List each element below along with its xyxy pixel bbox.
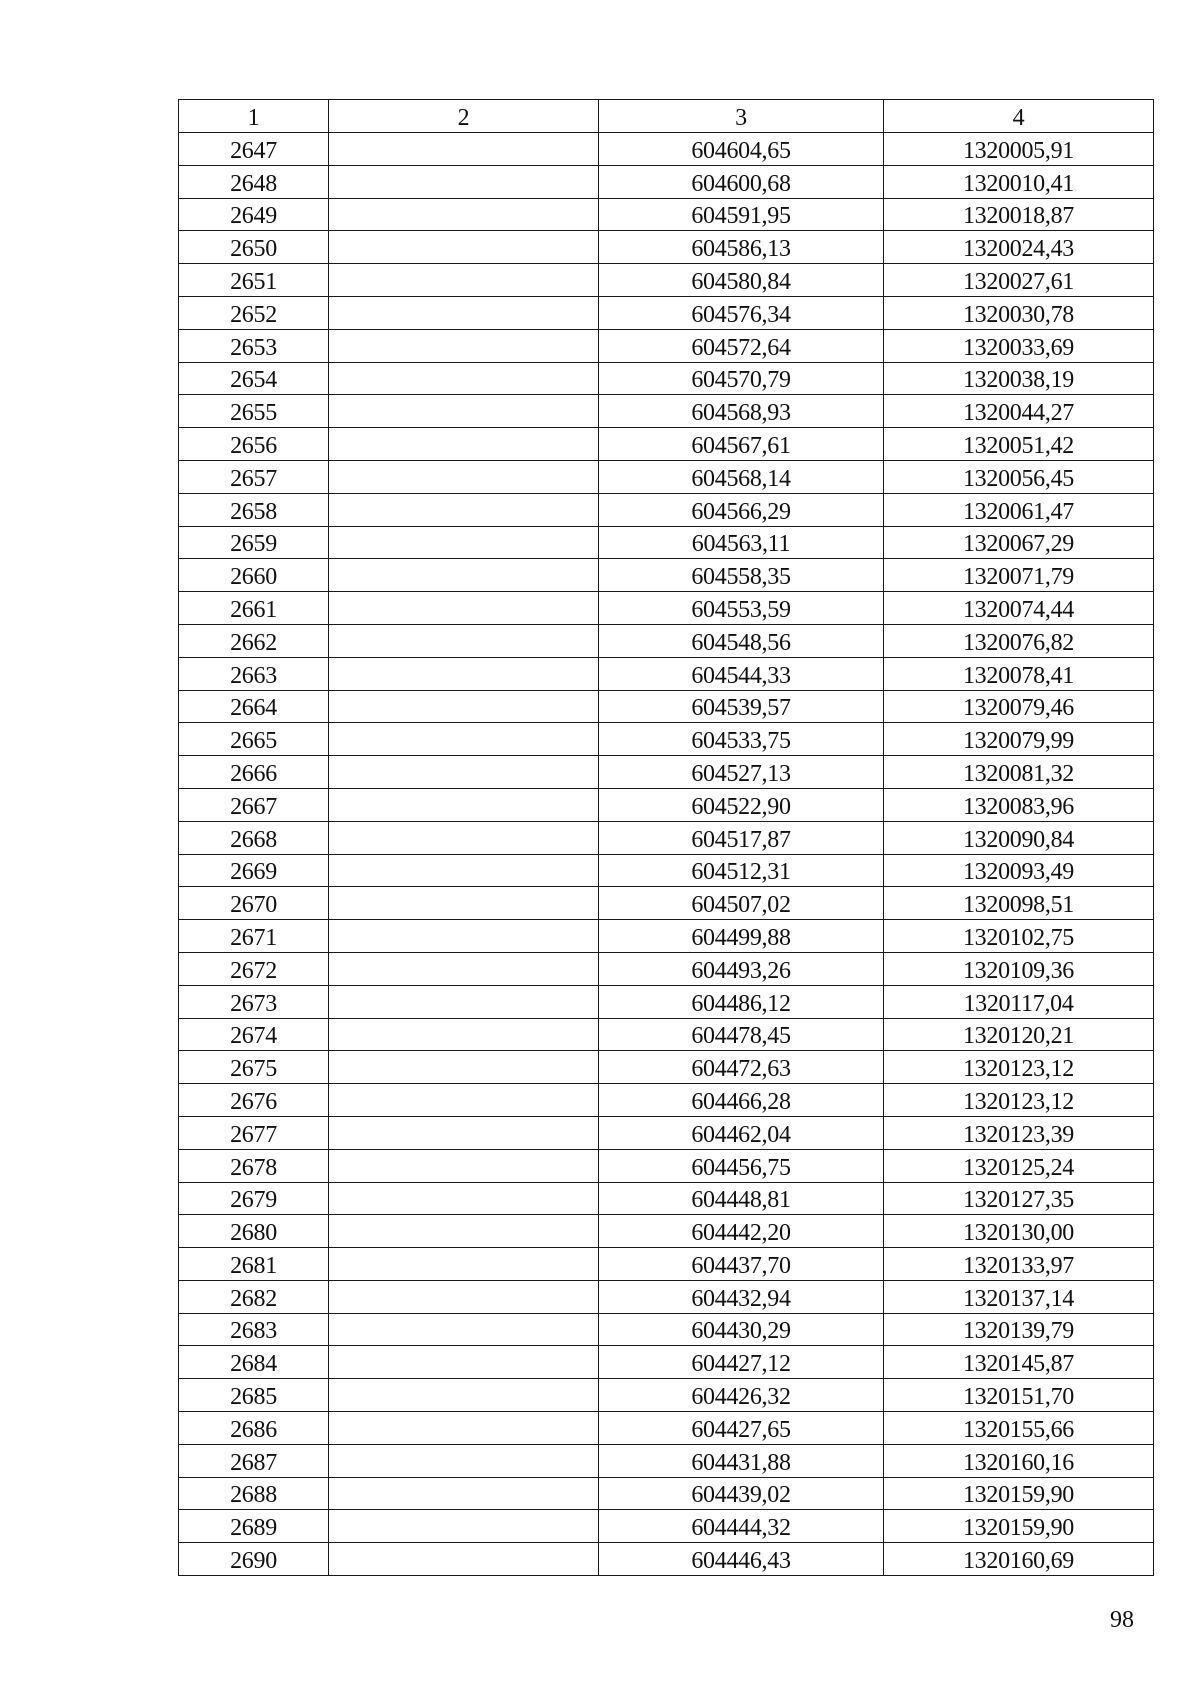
table-cell-col-1: 2654 bbox=[179, 362, 329, 395]
table-row bbox=[179, 1477, 1154, 1510]
table-cell-col-1: 2666 bbox=[179, 756, 329, 789]
table-cell-col-4: 1320093,49 bbox=[884, 854, 1154, 887]
table-cell-col-2 bbox=[329, 1313, 599, 1346]
table-cell-col-1: 2667 bbox=[179, 788, 329, 821]
table-row bbox=[179, 493, 1154, 526]
table-cell-col-1: 2650 bbox=[179, 231, 329, 264]
table-cell-col-2 bbox=[329, 460, 599, 493]
table-cell-col-3: 604448,81 bbox=[599, 1182, 884, 1215]
table-cell-col-1: 2689 bbox=[179, 1510, 329, 1543]
table-cell-col-1: 2648 bbox=[179, 165, 329, 198]
table-cell-col-1: 2652 bbox=[179, 296, 329, 329]
table-cell-col-2 bbox=[329, 1051, 599, 1084]
table-cell-col-4: 1320098,51 bbox=[884, 887, 1154, 920]
table-row bbox=[179, 1412, 1154, 1445]
table-row bbox=[179, 1116, 1154, 1149]
table-cell-col-2 bbox=[329, 952, 599, 985]
table-cell-col-3: 604568,93 bbox=[599, 395, 884, 428]
column-header-3: 3 bbox=[599, 100, 884, 133]
table-cell-col-4: 1320030,78 bbox=[884, 296, 1154, 329]
table-cell-col-2 bbox=[329, 1182, 599, 1215]
table-cell-col-4: 1320160,16 bbox=[884, 1444, 1154, 1477]
table-cell-col-4: 1320125,24 bbox=[884, 1149, 1154, 1182]
table-row bbox=[179, 952, 1154, 985]
table-cell-col-4: 1320079,46 bbox=[884, 690, 1154, 723]
table-cell-col-1: 2682 bbox=[179, 1280, 329, 1313]
table-cell-col-2 bbox=[329, 887, 599, 920]
table-cell-col-1: 2690 bbox=[179, 1543, 329, 1576]
table-cell-col-1: 2678 bbox=[179, 1149, 329, 1182]
table-cell-col-1: 2649 bbox=[179, 198, 329, 231]
table-row bbox=[179, 1018, 1154, 1051]
table-row bbox=[179, 329, 1154, 362]
table-cell-col-3: 604580,84 bbox=[599, 264, 884, 297]
table-row bbox=[179, 395, 1154, 428]
table-cell-col-1: 2665 bbox=[179, 723, 329, 756]
header-row bbox=[179, 100, 1154, 133]
table-cell-col-1: 2659 bbox=[179, 526, 329, 559]
table-cell-col-3: 604567,61 bbox=[599, 428, 884, 461]
table-cell-col-2 bbox=[329, 329, 599, 362]
table-cell-col-2 bbox=[329, 133, 599, 166]
table-cell-col-4: 1320071,79 bbox=[884, 559, 1154, 592]
table-cell-col-4: 1320076,82 bbox=[884, 624, 1154, 657]
table-row bbox=[179, 756, 1154, 789]
table-row bbox=[179, 1149, 1154, 1182]
table-row bbox=[179, 1379, 1154, 1412]
table-cell-col-1: 2670 bbox=[179, 887, 329, 920]
table-cell-col-3: 604478,45 bbox=[599, 1018, 884, 1051]
table-cell-col-2 bbox=[329, 231, 599, 264]
table-cell-col-4: 1320067,29 bbox=[884, 526, 1154, 559]
table-cell-col-1: 2653 bbox=[179, 329, 329, 362]
column-header-1: 1 bbox=[179, 100, 329, 133]
table-cell-col-3: 604558,35 bbox=[599, 559, 884, 592]
table-row bbox=[179, 788, 1154, 821]
table-cell-col-4: 1320117,04 bbox=[884, 985, 1154, 1018]
table-cell-col-3: 604446,43 bbox=[599, 1543, 884, 1576]
table-cell-col-1: 2684 bbox=[179, 1346, 329, 1379]
table-cell-col-4: 1320081,32 bbox=[884, 756, 1154, 789]
table-cell-col-4: 1320151,70 bbox=[884, 1379, 1154, 1412]
table-cell-col-1: 2687 bbox=[179, 1444, 329, 1477]
table-cell-col-3: 604430,29 bbox=[599, 1313, 884, 1346]
table-cell-col-4: 1320145,87 bbox=[884, 1346, 1154, 1379]
table-cell-col-1: 2676 bbox=[179, 1084, 329, 1117]
table-row bbox=[179, 1182, 1154, 1215]
table-cell-col-3: 604439,02 bbox=[599, 1477, 884, 1510]
table-cell-col-3: 604548,56 bbox=[599, 624, 884, 657]
table-cell-col-3: 604456,75 bbox=[599, 1149, 884, 1182]
table-row bbox=[179, 920, 1154, 953]
table-cell-col-1: 2675 bbox=[179, 1051, 329, 1084]
table-cell-col-2 bbox=[329, 296, 599, 329]
table-cell-col-4: 1320005,91 bbox=[884, 133, 1154, 166]
table-cell-col-1: 2677 bbox=[179, 1116, 329, 1149]
table-cell-col-4: 1320024,43 bbox=[884, 231, 1154, 264]
table-cell-col-3: 604544,33 bbox=[599, 657, 884, 690]
table-row bbox=[179, 723, 1154, 756]
table-cell-col-2 bbox=[329, 165, 599, 198]
page-number: 98 bbox=[1110, 1607, 1134, 1633]
column-header-4: 4 bbox=[884, 100, 1154, 133]
table-cell-col-4: 1320130,00 bbox=[884, 1215, 1154, 1248]
table-cell-col-4: 1320027,61 bbox=[884, 264, 1154, 297]
table-cell-col-1: 2686 bbox=[179, 1412, 329, 1445]
table-cell-col-4: 1320160,69 bbox=[884, 1543, 1154, 1576]
table-cell-col-3: 604426,32 bbox=[599, 1379, 884, 1412]
table-cell-col-2 bbox=[329, 1248, 599, 1281]
table-row bbox=[179, 1084, 1154, 1117]
table-cell-col-3: 604431,88 bbox=[599, 1444, 884, 1477]
table-row bbox=[179, 362, 1154, 395]
table-row bbox=[179, 1248, 1154, 1281]
table-cell-col-2 bbox=[329, 1280, 599, 1313]
table-cell-col-3: 604427,65 bbox=[599, 1412, 884, 1445]
table-cell-col-1: 2683 bbox=[179, 1313, 329, 1346]
table-cell-col-2 bbox=[329, 624, 599, 657]
table-cell-col-2 bbox=[329, 264, 599, 297]
table-cell-col-2 bbox=[329, 592, 599, 625]
table-header bbox=[179, 100, 1154, 133]
table-cell-col-1: 2660 bbox=[179, 559, 329, 592]
table-row bbox=[179, 198, 1154, 231]
table-cell-col-2 bbox=[329, 1510, 599, 1543]
table-cell-col-3: 604486,12 bbox=[599, 985, 884, 1018]
table-cell-col-1: 2672 bbox=[179, 952, 329, 985]
table-cell-col-3: 604442,20 bbox=[599, 1215, 884, 1248]
table-cell-col-4: 1320123,12 bbox=[884, 1084, 1154, 1117]
table-row bbox=[179, 559, 1154, 592]
table-cell-col-4: 1320061,47 bbox=[884, 493, 1154, 526]
table-cell-col-1: 2680 bbox=[179, 1215, 329, 1248]
table-cell-col-3: 604472,63 bbox=[599, 1051, 884, 1084]
table-cell-col-3: 604522,90 bbox=[599, 788, 884, 821]
table-row bbox=[179, 1280, 1154, 1313]
table-cell-col-1: 2647 bbox=[179, 133, 329, 166]
table-cell-col-3: 604507,02 bbox=[599, 887, 884, 920]
table-row bbox=[179, 887, 1154, 920]
table-cell-col-1: 2674 bbox=[179, 1018, 329, 1051]
table-cell-col-3: 604466,28 bbox=[599, 1084, 884, 1117]
table-row bbox=[179, 526, 1154, 559]
table-cell-col-2 bbox=[329, 428, 599, 461]
table-cell-col-2 bbox=[329, 756, 599, 789]
table-cell-col-2 bbox=[329, 854, 599, 887]
table-cell-col-2 bbox=[329, 1379, 599, 1412]
table-row bbox=[179, 1543, 1154, 1576]
table-cell-col-1: 2685 bbox=[179, 1379, 329, 1412]
table-cell-col-2 bbox=[329, 723, 599, 756]
table-cell-col-2 bbox=[329, 1116, 599, 1149]
table-cell-col-1: 2679 bbox=[179, 1182, 329, 1215]
table-row bbox=[179, 1444, 1154, 1477]
table-cell-col-3: 604444,32 bbox=[599, 1510, 884, 1543]
table-cell-col-2 bbox=[329, 1543, 599, 1576]
table-row bbox=[179, 821, 1154, 854]
table-row bbox=[179, 133, 1154, 166]
table-cell-col-4: 1320155,66 bbox=[884, 1412, 1154, 1445]
table-cell-col-4: 1320010,41 bbox=[884, 165, 1154, 198]
table-cell-col-2 bbox=[329, 788, 599, 821]
table-cell-col-2 bbox=[329, 1018, 599, 1051]
table-cell-col-3: 604600,68 bbox=[599, 165, 884, 198]
table-cell-col-3: 604432,94 bbox=[599, 1280, 884, 1313]
table-cell-col-4: 1320044,27 bbox=[884, 395, 1154, 428]
table-row bbox=[179, 1313, 1154, 1346]
table-cell-col-4: 1320137,14 bbox=[884, 1280, 1154, 1313]
table-cell-col-1: 2656 bbox=[179, 428, 329, 461]
table-row bbox=[179, 854, 1154, 887]
table-cell-col-3: 604566,29 bbox=[599, 493, 884, 526]
table-row bbox=[179, 264, 1154, 297]
table-cell-col-4: 1320123,12 bbox=[884, 1051, 1154, 1084]
table-cell-col-3: 604517,87 bbox=[599, 821, 884, 854]
table-cell-col-2 bbox=[329, 1149, 599, 1182]
table-cell-col-4: 1320123,39 bbox=[884, 1116, 1154, 1149]
table-cell-col-3: 604570,79 bbox=[599, 362, 884, 395]
table-cell-col-3: 604553,59 bbox=[599, 592, 884, 625]
table-cell-col-4: 1320051,42 bbox=[884, 428, 1154, 461]
table-cell-col-3: 604427,12 bbox=[599, 1346, 884, 1379]
table-cell-col-1: 2663 bbox=[179, 657, 329, 690]
table-cell-col-1: 2661 bbox=[179, 592, 329, 625]
table-row bbox=[179, 1051, 1154, 1084]
table-cell-col-3: 604462,04 bbox=[599, 1116, 884, 1149]
table-cell-col-4: 1320159,90 bbox=[884, 1510, 1154, 1543]
table-cell-col-4: 1320090,84 bbox=[884, 821, 1154, 854]
table-cell-col-4: 1320033,69 bbox=[884, 329, 1154, 362]
table-cell-col-3: 604568,14 bbox=[599, 460, 884, 493]
table-cell-col-3: 604499,88 bbox=[599, 920, 884, 953]
table-cell-col-4: 1320127,35 bbox=[884, 1182, 1154, 1215]
table-row bbox=[179, 1215, 1154, 1248]
table-row bbox=[179, 428, 1154, 461]
table-cell-col-2 bbox=[329, 1412, 599, 1445]
table-cell-col-1: 2651 bbox=[179, 264, 329, 297]
table-cell-col-2 bbox=[329, 985, 599, 1018]
table-cell-col-2 bbox=[329, 559, 599, 592]
table-row bbox=[179, 1510, 1154, 1543]
table-cell-col-2 bbox=[329, 1477, 599, 1510]
table-cell-col-2 bbox=[329, 395, 599, 428]
table-cell-col-2 bbox=[329, 690, 599, 723]
table-cell-col-2 bbox=[329, 526, 599, 559]
table-cell-col-3: 604539,57 bbox=[599, 690, 884, 723]
table-cell-col-4: 1320159,90 bbox=[884, 1477, 1154, 1510]
table-cell-col-3: 604591,95 bbox=[599, 198, 884, 231]
table-cell-col-4: 1320109,36 bbox=[884, 952, 1154, 985]
table-cell-col-1: 2668 bbox=[179, 821, 329, 854]
table-row bbox=[179, 1346, 1154, 1379]
table-cell-col-1: 2688 bbox=[179, 1477, 329, 1510]
table-cell-col-1: 2655 bbox=[179, 395, 329, 428]
table-cell-col-3: 604563,11 bbox=[599, 526, 884, 559]
table-row bbox=[179, 165, 1154, 198]
table-cell-col-2 bbox=[329, 1444, 599, 1477]
table-cell-col-2 bbox=[329, 821, 599, 854]
table-cell-col-2 bbox=[329, 1084, 599, 1117]
table-cell-col-3: 604586,13 bbox=[599, 231, 884, 264]
table-row bbox=[179, 296, 1154, 329]
table-row bbox=[179, 460, 1154, 493]
table-row bbox=[179, 657, 1154, 690]
table-cell-col-3: 604512,31 bbox=[599, 854, 884, 887]
table-cell-col-2 bbox=[329, 362, 599, 395]
table-cell-col-1: 2662 bbox=[179, 624, 329, 657]
table-cell-col-4: 1320079,99 bbox=[884, 723, 1154, 756]
table-cell-col-4: 1320133,97 bbox=[884, 1248, 1154, 1281]
table-cell-col-4: 1320038,19 bbox=[884, 362, 1154, 395]
table-cell-col-3: 604572,64 bbox=[599, 329, 884, 362]
table-cell-col-2 bbox=[329, 920, 599, 953]
coordinates-table bbox=[178, 99, 1154, 1576]
table-cell-col-2 bbox=[329, 493, 599, 526]
table-cell-col-4: 1320018,87 bbox=[884, 198, 1154, 231]
table-cell-col-3: 604576,34 bbox=[599, 296, 884, 329]
column-header-2: 2 bbox=[329, 100, 599, 133]
table-cell-col-2 bbox=[329, 1215, 599, 1248]
table-row bbox=[179, 624, 1154, 657]
table-cell-col-3: 604527,13 bbox=[599, 756, 884, 789]
table-cell-col-4: 1320074,44 bbox=[884, 592, 1154, 625]
table-cell-col-2 bbox=[329, 1346, 599, 1379]
table-cell-col-3: 604493,26 bbox=[599, 952, 884, 985]
table-cell-col-3: 604533,75 bbox=[599, 723, 884, 756]
table-cell-col-3: 604604,65 bbox=[599, 133, 884, 166]
table-cell-col-2 bbox=[329, 657, 599, 690]
table-cell-col-3: 604437,70 bbox=[599, 1248, 884, 1281]
table-row bbox=[179, 231, 1154, 264]
table-row bbox=[179, 985, 1154, 1018]
table-row bbox=[179, 690, 1154, 723]
table-cell-col-1: 2657 bbox=[179, 460, 329, 493]
table-cell-col-4: 1320056,45 bbox=[884, 460, 1154, 493]
table-cell-col-4: 1320102,75 bbox=[884, 920, 1154, 953]
table-cell-col-4: 1320083,96 bbox=[884, 788, 1154, 821]
table-cell-col-1: 2681 bbox=[179, 1248, 329, 1281]
table-cell-col-2 bbox=[329, 198, 599, 231]
table-cell-col-1: 2658 bbox=[179, 493, 329, 526]
table-cell-col-1: 2664 bbox=[179, 690, 329, 723]
table-cell-col-1: 2669 bbox=[179, 854, 329, 887]
table-row bbox=[179, 592, 1154, 625]
table-body bbox=[179, 133, 1154, 1576]
table-cell-col-4: 1320120,21 bbox=[884, 1018, 1154, 1051]
table-cell-col-1: 2673 bbox=[179, 985, 329, 1018]
table-cell-col-4: 1320139,79 bbox=[884, 1313, 1154, 1346]
table-cell-col-4: 1320078,41 bbox=[884, 657, 1154, 690]
table-cell-col-1: 2671 bbox=[179, 920, 329, 953]
